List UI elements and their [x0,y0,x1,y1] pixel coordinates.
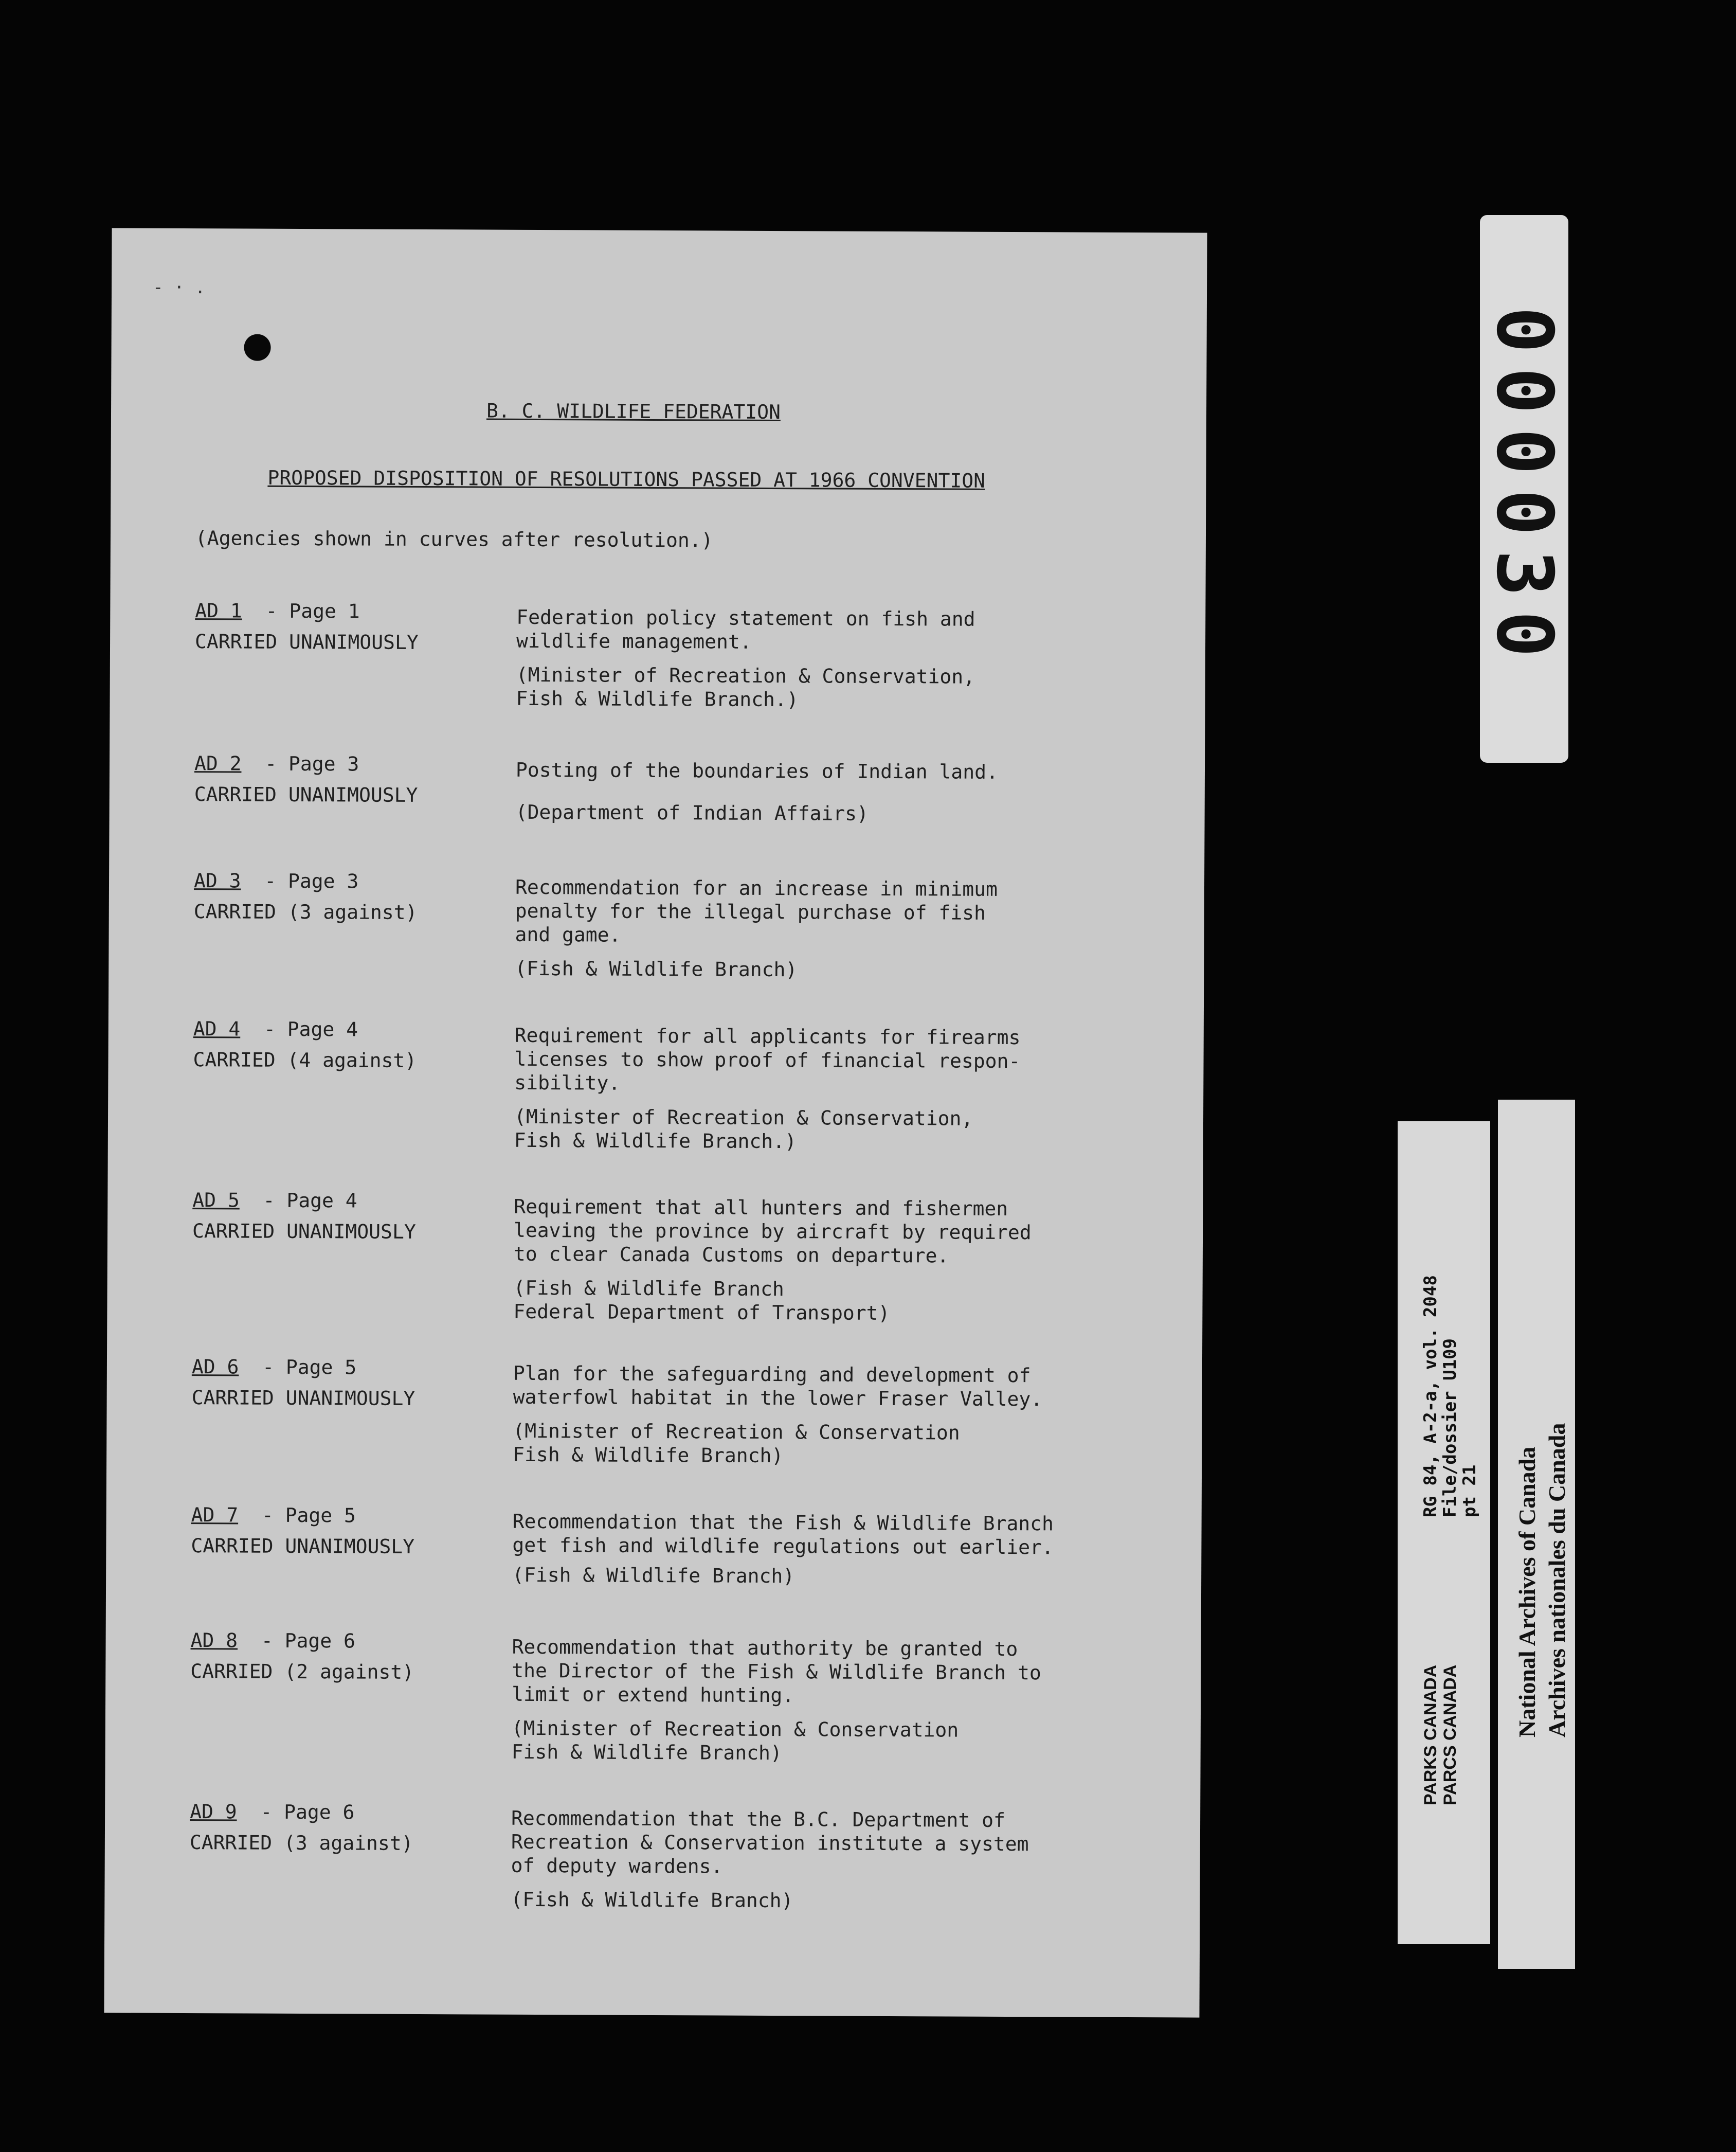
parks-canada-label [1398,1121,1490,1944]
resolution-page: - Page 3 [264,869,359,893]
resolution-status: CARRIED UNANIMOUSLY [191,1534,415,1558]
resolution-code: AD 9 [190,1800,237,1823]
resolution-description: Plan for the safeguarding and development of waterfowl habitat in the lower Fraser Valley. [513,1361,1043,1411]
resolution-agency: (Fish & Wildlife Branch) [512,1563,795,1588]
resolution-entry [189,1800,1167,1912]
resolution-agency: (Minister of Recreation & Conservation Fish & Wildlife Branch) [513,1419,960,1467]
resolution-status: CARRIED UNANIMOUSLY [192,1220,416,1243]
resolution-agency: (Fish & Wildlife Branch) [515,957,798,981]
resolution-status: CARRIED (3 against) [189,1831,413,1855]
resolution-status: CARRIED UNANIMOUSLY [194,783,418,806]
reference-line-1: RG 84, A-2-a, vol. 2048 [1420,1275,1441,1517]
national-archives-names [1512,1326,1572,1737]
page-number-stamp [1480,215,1568,763]
resolution-description: Recommendation that the B.C. Department of Recreation & Conservation institute a system of deputy wardens. [511,1806,1029,1878]
resolution-status: CARRIED UNANIMOUSLY [194,630,419,654]
resolution-entry [193,1017,1170,1153]
national-archives-label [1498,1100,1575,1969]
resolution-page: - Page 3 [265,752,359,776]
stamp-number: 000030 [1479,306,1569,672]
resolution-entry [191,1503,1168,1588]
resolution-agency: (Minister of Recreation & Conservation, Fish & Wildlife Branch.) [514,1105,973,1153]
resolution-agency: (Fish & Wildlife Branch) [511,1888,793,1912]
resolution-description: Posting of the boundaries of Indian land. [515,758,999,783]
punch-hole [244,334,270,361]
parks-canada-fr: PARCS CANADA [1440,1664,1460,1805]
archives-en: National Archives of Canada [1514,1446,1540,1737]
reference-line-2: File/dossier U109 [1440,1338,1460,1517]
resolution-agency: (Fish & Wildlife Branch Federal Department of Transport) [513,1276,890,1324]
resolution-status: CARRIED (4 against) [193,1048,417,1072]
resolution-status: CARRIED (3 against) [193,900,418,924]
resolution-description: Requirement that all hunters and fishermen leaving the province by aircraft by required to clear Canada Customs on departure. [513,1195,1032,1267]
resolution-code: AD 8 [190,1629,238,1652]
resolution-description: Requirement for all applicants for firearms licenses to show proof of financial respon- sibility. [514,1024,1021,1095]
resolution-page: - Page 6 [261,1629,356,1653]
resolution-description: Recommendation that the Fish & Wildlife Branch get fish and wildlife regulations out earlier. [512,1510,1054,1559]
resolution-code: AD 1 [195,599,242,622]
document-subheading: PROPOSED DISPOSITION OF RESOLUTIONS PASSED AT 1966 CONVENTION [267,466,986,492]
resolution-agency: (Minister of Recreation & Conservation Fish & Wildlife Branch) [511,1716,959,1765]
resolution-page: - Page 1 [265,599,360,623]
resolution-page: - Page 4 [263,1189,357,1212]
resolution-code: AD 6 [191,1355,239,1378]
archives-fr: Archives nationales du Canada [1544,1423,1570,1737]
resolution-entry [194,599,1172,711]
resolution-code: AD 7 [191,1503,239,1527]
resolution-entry [194,751,1171,825]
resolution-agency: (Department of Indian Affairs) [515,800,869,825]
resolution-status: CARRIED (2 against) [190,1660,414,1683]
resolution-page: - Page 5 [261,1503,356,1527]
resolution-entry [191,1355,1169,1467]
resolution-description: Recommendation that authority be granted to the Director of the Fish & Wildlife Branch to limit or extend hunting. [512,1635,1041,1707]
paper-specks: - · . [152,277,206,298]
parks-canada-en: PARKS CANADA [1421,1664,1440,1805]
resolution-code: AD 4 [193,1017,241,1041]
reference-line-3: pt 21 [1459,1464,1480,1517]
parks-canada-names [1421,1651,1460,1805]
resolution-code: AD 3 [193,869,241,892]
resolution-code: AD 2 [194,752,242,775]
resolution-code: AD 5 [192,1189,240,1212]
resolution-page: - Page 5 [262,1355,357,1379]
resolution-entry [193,869,1171,981]
agencies-note: (Agencies shown in curves after resolution.) [195,527,713,552]
resolution-agency: (Minister of Recreation & Conservation, Fish & Wildlife Branch.) [516,663,975,711]
resolution-entry [192,1188,1169,1324]
resolution-status: CARRIED UNANIMOUSLY [191,1386,415,1410]
resolution-description: Recommendation for an increase in minimum penalty for the illegal purchase of fish and game. [515,875,998,946]
resolution-page: - Page 4 [263,1017,358,1041]
document-heading: B. C. WILDLIFE FEDERATION [486,399,781,424]
resolution-page: - Page 6 [260,1800,355,1824]
resolution-description: Federation policy statement on fish and wildlife management. [516,605,975,653]
archive-reference [1421,1157,1479,1517]
resolution-entry [190,1628,1168,1765]
document-page [104,228,1207,2017]
